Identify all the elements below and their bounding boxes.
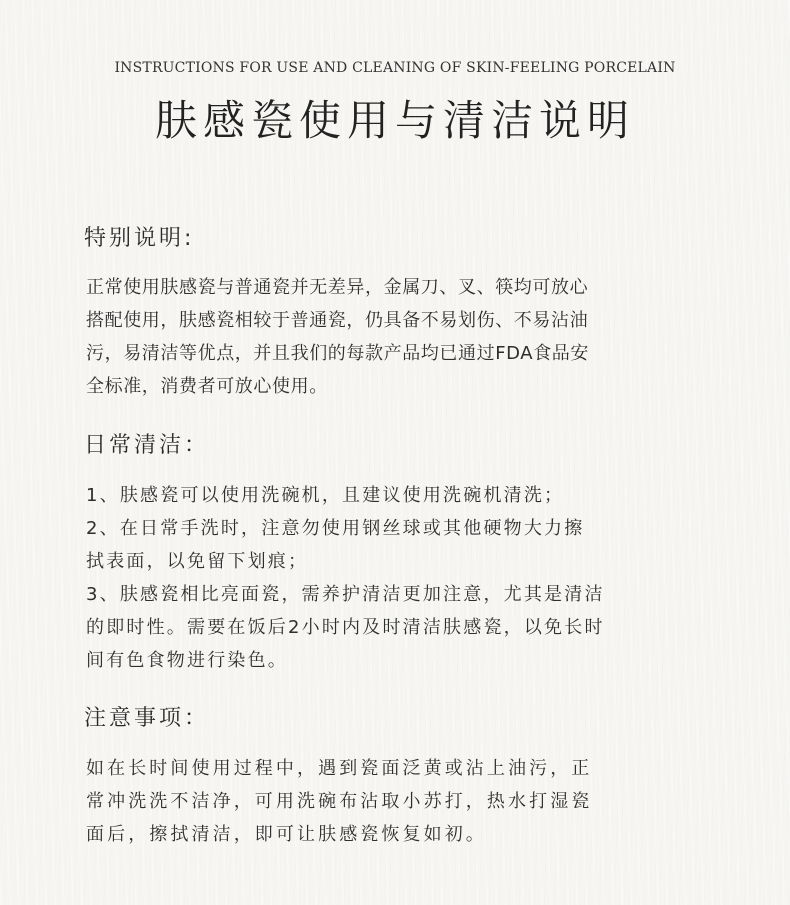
daily-cleaning-heading: 日常清洁： xyxy=(84,433,210,458)
english-subtitle: INSTRUCTIONS FOR USE AND CLEANING OF SKIN-FEELING PORCELAIN xyxy=(114,60,676,76)
text-line: 全标准，消费者可放心使用。 xyxy=(86,376,328,397)
special-notes-heading: 特别说明: xyxy=(84,226,195,251)
text-line: 常冲洗洗不洁净，可用洗碗布沾取小苏打，热水打湿瓷 xyxy=(86,791,593,812)
daily-cleaning-text xyxy=(86,479,706,677)
text-line: 搭配使用，肤感瓷相较于普通瓷，仍具备不易划伤、不易沾油 xyxy=(86,310,589,331)
text-line: 间有色食物进行染色。 xyxy=(86,650,288,671)
text-line: 正常使用肤感瓷与普通瓷并无差异，金属刀、叉、筷均可放心 xyxy=(86,277,589,298)
precautions-heading: 注意事项： xyxy=(84,706,210,731)
text-line: 3、肤感瓷相比亮面瓷，需养护清洁更加注意，尤其是清洁 xyxy=(86,584,605,605)
text-line: 2、在日常手洗时，注意勿使用钢丝球或其他硬物大力擦 xyxy=(86,518,585,539)
page-title: 肤感瓷使用与清洁说明 xyxy=(154,96,635,145)
precautions-text xyxy=(86,752,706,851)
text-line: 拭表面，以免留下划痕； xyxy=(86,551,309,572)
text-line: 面后，擦拭清洁，即可让肤感瓷恢复如初。 xyxy=(86,824,487,845)
text-line: 1、肤感瓷可以使用洗碗机，且建议使用洗碗机清洗； xyxy=(86,485,565,506)
text-line: 的即时性。需要在饭后2小时内及时清洁肤感瓷，以免长时 xyxy=(86,617,605,638)
text-line: 如在长时间使用过程中，遇到瓷面泛黄或沾上油污，正 xyxy=(86,758,593,779)
text-line: 污，易清洁等优点，并且我们的每款产品均已通过FDA食品安 xyxy=(86,343,590,364)
special-notes-text xyxy=(86,271,706,403)
